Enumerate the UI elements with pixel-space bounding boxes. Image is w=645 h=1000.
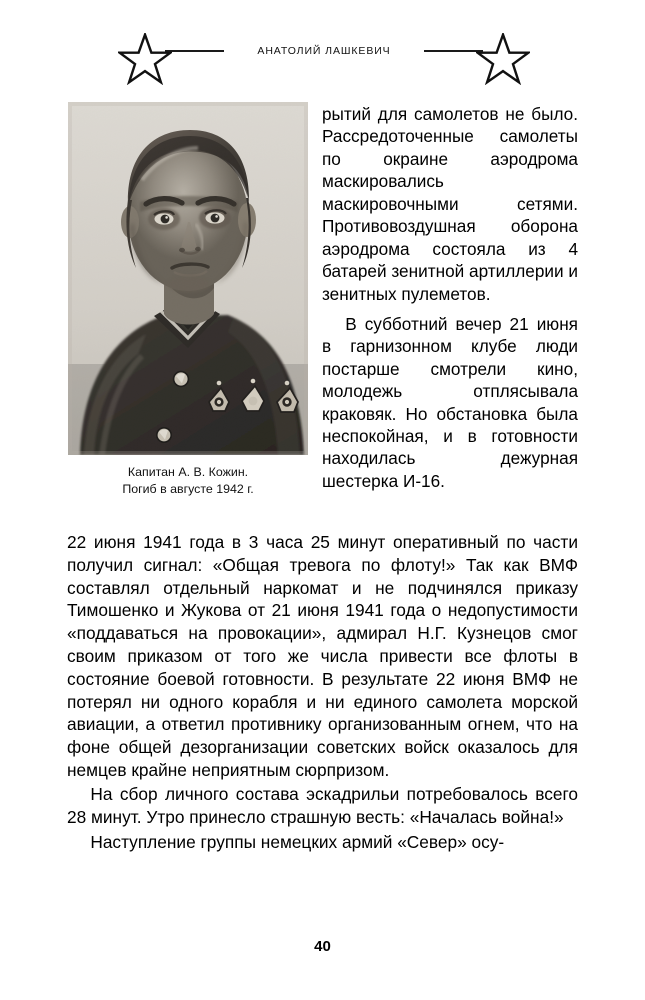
header-author-name: АНАТОЛИЙ ЛАШКЕВИЧ [224,43,424,59]
right-column-text [322,103,578,492]
page-number: 40 [314,938,331,955]
star-outline-icon-left [118,33,172,85]
body-paragraph-2: На сбор личного состава эскадрильи потребовалось всего 28 минут. Утро принесло страшную весть: «Началась война!» [67,784,578,828]
star-outline-icon-right [476,33,530,85]
right-column-paragraph-2: В субботний вечер 21 июня в гарнизонном клубе люди постарше смотрели кино, молодежь отплясывала краковяк. Но обстановка была неспокойная, и в готовности находилась дежурная шестерка И-16. [322,313,578,491]
portrait-photograph [68,102,308,455]
caption-line-2: Погиб в августе 1942 г. [122,481,254,496]
portrait-figure [68,102,308,497]
body-paragraph-1: 22 июня 1941 года в 3 часа 25 минут оперативный по части получил сигнал: «Общая тревога по флоту!» Так как ВМФ составлял отдельный наркомат и не подчинялся приказу Тимошенко и Жукова от 21 июня 1941 года о недопустимости «поддаваться на провокации», адмирал Н.Г. Кузнецов смог своим приказом от того же числа привести все флоты в состояние боевой готовности. В результате 22 июня ВМФ не потерял ни одного корабля и ни единого самолета морской авиации, а ответил противнику организованным огнем, что на фоне общей дезорганизации советских войск оказалось для немцев крайне неприятным сюрпризом. [67,532,578,780]
portrait-caption [68,464,308,497]
caption-line-1: Капитан А. В. Кожин. [127,465,249,479]
right-column-paragraph-1: рытий для самолетов не было. Рассредоточенные самолеты по окраине аэродрома маскировались маскировочными сетями. Противовоздушная оборона аэродрома состояла из 4 батарей зенитной артиллерии и зенитных пулеметов. [322,104,578,304]
body-paragraph-3: Наступление группы немецких армий «Север» осу- [90,831,505,852]
body-text-full-width [67,531,578,854]
running-header [118,33,530,85]
